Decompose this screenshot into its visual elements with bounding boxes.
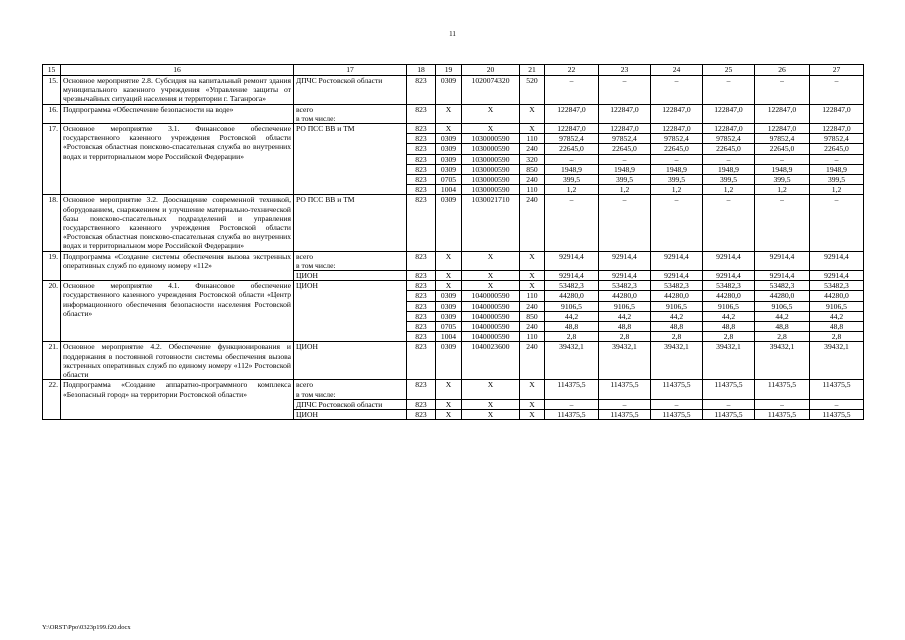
row-description: Основное мероприятие 3.2. Дооснащение современной техникой, оборудованием, снаряжением и улучшение материально-технической базы поисково-спасательных подразделений и управления государственного казенного учреждения Ростовской области «Ростовская областная поисково-спасательная служба во внутренних водах и территориальном море Российской Федерации» xyxy=(61,195,294,251)
value-cell: 92914,4 xyxy=(651,271,703,281)
vr-cell: 320 xyxy=(520,154,545,164)
grbs-cell: 823 xyxy=(407,342,436,380)
value-cell: 97852,4 xyxy=(651,134,703,144)
grbs-cell: 823 xyxy=(407,332,436,342)
csr-cell: X xyxy=(462,124,520,134)
value-cell: 9106,5 xyxy=(545,301,599,311)
csr-cell: X xyxy=(462,251,520,270)
table-row xyxy=(43,195,864,251)
value-cell: 1948,9 xyxy=(703,164,755,174)
grbs-cell: 823 xyxy=(407,185,436,195)
value-cell: 92914,4 xyxy=(599,271,651,281)
value-cell: 1,2 xyxy=(755,185,810,195)
csr-cell: 1040000590 xyxy=(462,301,520,311)
value-cell: – xyxy=(599,399,651,409)
value-cell: 48,8 xyxy=(545,322,599,332)
value-cell: 122847,0 xyxy=(545,124,599,134)
value-cell: 44,2 xyxy=(755,311,810,321)
value-cell: – xyxy=(651,195,703,251)
value-cell: 122847,0 xyxy=(651,104,703,123)
value-cell: 9106,5 xyxy=(810,301,864,311)
row-description: Подпрограмма «Обеспечение безопасности на воде» xyxy=(61,104,294,123)
value-cell: 53482,3 xyxy=(651,281,703,291)
csr-cell: 1030000590 xyxy=(462,134,520,144)
value-cell: 92914,4 xyxy=(545,251,599,270)
value-cell: 2,8 xyxy=(599,332,651,342)
header-cell: 26 xyxy=(755,65,810,76)
value-cell: 97852,4 xyxy=(599,134,651,144)
value-cell: 122847,0 xyxy=(651,124,703,134)
rzpr-cell: 0309 xyxy=(436,342,462,380)
grbs-cell: 823 xyxy=(407,144,436,154)
value-cell: 114375,5 xyxy=(810,409,864,419)
value-cell: – xyxy=(755,195,810,251)
header-cell: 27 xyxy=(810,65,864,76)
value-cell: 1948,9 xyxy=(599,164,651,174)
vr-cell: X xyxy=(520,124,545,134)
vr-cell: X xyxy=(520,409,545,419)
header-cell: 16 xyxy=(61,65,294,76)
row-executor: РО ПСС ВВ и ТМ xyxy=(294,124,407,195)
executor-including: в том числе: xyxy=(296,389,336,399)
grbs-cell: 823 xyxy=(407,154,436,164)
value-cell: 2,8 xyxy=(755,332,810,342)
grbs-cell: 823 xyxy=(407,251,436,270)
table-row xyxy=(43,124,864,134)
table-row xyxy=(43,281,864,291)
value-cell: 114375,5 xyxy=(703,380,755,399)
vr-cell: 110 xyxy=(520,332,545,342)
csr-cell: 1030000590 xyxy=(462,164,520,174)
vr-cell: X xyxy=(520,251,545,270)
value-cell: 22645,0 xyxy=(755,144,810,154)
value-cell: 122847,0 xyxy=(599,104,651,123)
value-cell: 48,8 xyxy=(810,322,864,332)
vr-cell: 240 xyxy=(520,342,545,380)
value-cell: – xyxy=(703,76,755,105)
header-cell: 25 xyxy=(703,65,755,76)
value-cell: 97852,4 xyxy=(810,134,864,144)
value-cell: 122847,0 xyxy=(599,124,651,134)
vr-cell: X xyxy=(520,104,545,123)
value-cell: – xyxy=(651,399,703,409)
value-cell: – xyxy=(651,76,703,105)
value-cell: 39432,1 xyxy=(755,342,810,380)
row-number: 21. xyxy=(43,342,61,380)
executor-total: всего xyxy=(296,380,314,390)
value-cell: 53482,3 xyxy=(545,281,599,291)
table-row xyxy=(43,380,864,399)
row-executor: РО ПСС ВВ и ТМ xyxy=(294,195,407,251)
grbs-cell: 823 xyxy=(407,311,436,321)
value-cell: 1948,9 xyxy=(810,164,864,174)
csr-cell: X xyxy=(462,104,520,123)
row-number: 15. xyxy=(43,76,61,105)
csr-cell: 1030000590 xyxy=(462,154,520,164)
value-cell: 44280,0 xyxy=(651,291,703,301)
value-cell: – xyxy=(810,195,864,251)
grbs-cell: 823 xyxy=(407,409,436,419)
value-cell: 122847,0 xyxy=(545,104,599,123)
header-cell: 24 xyxy=(651,65,703,76)
value-cell: 399,5 xyxy=(599,175,651,185)
row-number: 22. xyxy=(43,380,61,420)
value-cell: 1948,9 xyxy=(651,164,703,174)
rzpr-cell: 0309 xyxy=(436,291,462,301)
csr-cell: X xyxy=(462,380,520,399)
row-number: 19. xyxy=(43,251,61,281)
value-cell: 399,5 xyxy=(651,175,703,185)
table-row xyxy=(43,104,864,123)
rzpr-cell: 1004 xyxy=(436,332,462,342)
row-description: Основное мероприятие 4.2. Обеспечение функционирования и поддержания в постоянной готовности системы обеспечения вызова экстренных оперативных служб по единому номеру «112» Ростовской области xyxy=(61,342,294,380)
value-cell: 22645,0 xyxy=(703,144,755,154)
value-cell: 39432,1 xyxy=(599,342,651,380)
csr-cell: X xyxy=(462,271,520,281)
value-cell: 399,5 xyxy=(810,175,864,185)
value-cell: – xyxy=(545,154,599,164)
executor-including: в том числе: xyxy=(296,260,336,270)
value-cell: 44280,0 xyxy=(599,291,651,301)
value-cell: 2,8 xyxy=(651,332,703,342)
csr-cell: 1030000590 xyxy=(462,175,520,185)
row-executor: ДПЧС Ростовской области xyxy=(294,399,407,409)
value-cell: 97852,4 xyxy=(545,134,599,144)
value-cell: 399,5 xyxy=(545,175,599,185)
grbs-cell: 823 xyxy=(407,281,436,291)
value-cell: 44280,0 xyxy=(810,291,864,301)
value-cell: 48,8 xyxy=(703,322,755,332)
header-cell: 22 xyxy=(545,65,599,76)
row-executor: ЦИОН xyxy=(294,409,407,419)
vr-cell: 240 xyxy=(520,195,545,251)
csr-cell: 1040000590 xyxy=(462,322,520,332)
csr-cell: 1040023600 xyxy=(462,342,520,380)
row-executor: ЦИОН xyxy=(294,342,407,380)
value-cell: 114375,5 xyxy=(599,380,651,399)
value-cell: 122847,0 xyxy=(755,124,810,134)
page-number: 11 xyxy=(449,30,456,38)
csr-cell: 1040000590 xyxy=(462,311,520,321)
row-description: Подпрограмма «Создание системы обеспечения вызова экстренных оперативных служб по единому номеру «112» xyxy=(61,251,294,281)
value-cell: 53482,3 xyxy=(703,281,755,291)
value-cell: 122847,0 xyxy=(755,104,810,123)
value-cell: 9106,5 xyxy=(755,301,810,311)
csr-cell: 1040000590 xyxy=(462,291,520,301)
grbs-cell: 823 xyxy=(407,380,436,399)
value-cell: 53482,3 xyxy=(599,281,651,291)
header-cell: 17 xyxy=(294,65,407,76)
value-cell: – xyxy=(599,154,651,164)
vr-cell: 850 xyxy=(520,164,545,174)
value-cell: – xyxy=(599,195,651,251)
value-cell: 114375,5 xyxy=(599,409,651,419)
row-description: Основное мероприятие 2.8. Субсидия на капитальный ремонт здания муниципального казенного учреждения «Управление защиты от чрезвычайных ситуаций населения и территории г. Таганрога» xyxy=(61,76,294,105)
value-cell: 1,2 xyxy=(651,185,703,195)
rzpr-cell: X xyxy=(436,281,462,291)
value-cell: 22645,0 xyxy=(651,144,703,154)
vr-cell: 240 xyxy=(520,175,545,185)
value-cell: 114375,5 xyxy=(545,380,599,399)
value-cell: – xyxy=(545,195,599,251)
value-cell: – xyxy=(703,154,755,164)
header-cell: 20 xyxy=(462,65,520,76)
value-cell: 39432,1 xyxy=(545,342,599,380)
value-cell: 92914,4 xyxy=(755,251,810,270)
value-cell: 1,2 xyxy=(810,185,864,195)
rzpr-cell: X xyxy=(436,124,462,134)
value-cell: 122847,0 xyxy=(703,104,755,123)
vr-cell: X xyxy=(520,281,545,291)
value-cell: 9106,5 xyxy=(599,301,651,311)
vr-cell: X xyxy=(520,380,545,399)
row-number: 20. xyxy=(43,281,61,342)
rzpr-cell: X xyxy=(436,409,462,419)
vr-cell: 240 xyxy=(520,144,545,154)
value-cell: 22645,0 xyxy=(599,144,651,154)
value-cell: 22645,0 xyxy=(810,144,864,154)
row-number: 18. xyxy=(43,195,61,251)
executor-total: всего xyxy=(296,251,314,261)
value-cell: 114375,5 xyxy=(703,409,755,419)
header-cell: 15 xyxy=(43,65,61,76)
grbs-cell: 823 xyxy=(407,322,436,332)
rzpr-cell: 0705 xyxy=(436,322,462,332)
value-cell: 48,8 xyxy=(599,322,651,332)
value-cell: – xyxy=(651,154,703,164)
grbs-cell: 823 xyxy=(407,271,436,281)
row-executor: ЦИОН xyxy=(294,271,407,281)
value-cell: 22645,0 xyxy=(545,144,599,154)
value-cell: 114375,5 xyxy=(651,409,703,419)
value-cell: 1,2 xyxy=(703,185,755,195)
grbs-cell: 823 xyxy=(407,291,436,301)
file-path-footer: Y:\ORST\Ppo\0323p199.f20.docx xyxy=(42,624,131,631)
value-cell: 92914,4 xyxy=(599,251,651,270)
value-cell: 122847,0 xyxy=(810,104,864,123)
value-cell: 1948,9 xyxy=(545,164,599,174)
row-executor xyxy=(294,251,407,270)
grbs-cell: 823 xyxy=(407,134,436,144)
csr-cell: 1020074320 xyxy=(462,76,520,105)
value-cell: – xyxy=(599,76,651,105)
csr-cell: 1030021710 xyxy=(462,195,520,251)
vr-cell: X xyxy=(520,271,545,281)
value-cell: 92914,4 xyxy=(810,251,864,270)
value-cell: 44280,0 xyxy=(755,291,810,301)
value-cell: 53482,3 xyxy=(810,281,864,291)
value-cell: 122847,0 xyxy=(703,124,755,134)
rzpr-cell: 0309 xyxy=(436,164,462,174)
value-cell: 92914,4 xyxy=(651,251,703,270)
value-cell: 114375,5 xyxy=(651,380,703,399)
rzpr-cell: X xyxy=(436,104,462,123)
rzpr-cell: 0309 xyxy=(436,195,462,251)
value-cell: 48,8 xyxy=(755,322,810,332)
value-cell: 9106,5 xyxy=(703,301,755,311)
value-cell: 114375,5 xyxy=(545,409,599,419)
vr-cell: X xyxy=(520,399,545,409)
grbs-cell: 823 xyxy=(407,399,436,409)
header-row xyxy=(43,65,864,76)
table-row xyxy=(43,251,864,270)
value-cell: – xyxy=(755,399,810,409)
grbs-cell: 823 xyxy=(407,124,436,134)
value-cell: 39432,1 xyxy=(703,342,755,380)
value-cell: – xyxy=(545,399,599,409)
value-cell: 92914,4 xyxy=(755,271,810,281)
rzpr-cell: X xyxy=(436,271,462,281)
value-cell: – xyxy=(545,76,599,105)
rzpr-cell: 0309 xyxy=(436,134,462,144)
header-cell: 21 xyxy=(520,65,545,76)
header-cell: 18 xyxy=(407,65,436,76)
row-executor: ЦИОН xyxy=(294,281,407,342)
row-executor: ДПЧС Ростовской области xyxy=(294,76,407,105)
value-cell: 44,2 xyxy=(599,311,651,321)
value-cell: – xyxy=(810,399,864,409)
grbs-cell: 823 xyxy=(407,195,436,251)
rzpr-cell: 1004 xyxy=(436,185,462,195)
value-cell: 114375,5 xyxy=(755,409,810,419)
table-row xyxy=(43,76,864,105)
value-cell: 44,2 xyxy=(810,311,864,321)
value-cell: 44280,0 xyxy=(545,291,599,301)
header-cell: 23 xyxy=(599,65,651,76)
row-description: Основное мероприятие 3.1. Финансовое обеспечение государственного казенного учреждения Ростовской области «Ростовская областная поисково-спасательная служба во внутренних водах и территориальном море Российской Федерации» xyxy=(61,124,294,195)
value-cell: – xyxy=(703,195,755,251)
value-cell: 44,2 xyxy=(703,311,755,321)
value-cell: – xyxy=(810,76,864,105)
vr-cell: 110 xyxy=(520,185,545,195)
value-cell: 44280,0 xyxy=(703,291,755,301)
grbs-cell: 823 xyxy=(407,175,436,185)
value-cell: 39432,1 xyxy=(810,342,864,380)
value-cell: 97852,4 xyxy=(703,134,755,144)
grbs-cell: 823 xyxy=(407,76,436,105)
row-executor xyxy=(294,104,407,123)
csr-cell: 1040000590 xyxy=(462,332,520,342)
header-cell: 19 xyxy=(436,65,462,76)
grbs-cell: 823 xyxy=(407,104,436,123)
csr-cell: 1030000590 xyxy=(462,144,520,154)
value-cell: 1948,9 xyxy=(755,164,810,174)
value-cell: 9106,5 xyxy=(651,301,703,311)
vr-cell: 110 xyxy=(520,291,545,301)
value-cell: 399,5 xyxy=(755,175,810,185)
executor-total: всего xyxy=(296,104,314,114)
value-cell: 114375,5 xyxy=(810,380,864,399)
vr-cell: 850 xyxy=(520,311,545,321)
grbs-cell: 823 xyxy=(407,164,436,174)
vr-cell: 520 xyxy=(520,76,545,105)
value-cell: 53482,3 xyxy=(755,281,810,291)
value-cell: 2,8 xyxy=(810,332,864,342)
value-cell: 122847,0 xyxy=(810,124,864,134)
value-cell: 92914,4 xyxy=(810,271,864,281)
csr-cell: X xyxy=(462,409,520,419)
value-cell: 114375,5 xyxy=(755,380,810,399)
rzpr-cell: 0309 xyxy=(436,76,462,105)
value-cell: 399,5 xyxy=(703,175,755,185)
rzpr-cell: X xyxy=(436,380,462,399)
rzpr-cell: 0309 xyxy=(436,144,462,154)
value-cell: – xyxy=(755,154,810,164)
rzpr-cell: X xyxy=(436,251,462,270)
value-cell: – xyxy=(810,154,864,164)
value-cell: 1,2 xyxy=(545,185,599,195)
executor-including: в том числе: xyxy=(296,113,336,123)
value-cell: 92914,4 xyxy=(703,251,755,270)
value-cell: 39432,1 xyxy=(651,342,703,380)
row-executor xyxy=(294,380,407,399)
csr-cell: X xyxy=(462,281,520,291)
rzpr-cell: 0309 xyxy=(436,154,462,164)
row-description: Подпрограмма «Создание аппаратно-программного комплекса «Безопасный город» на территории Ростовской области» xyxy=(61,380,294,420)
vr-cell: 240 xyxy=(520,322,545,332)
rzpr-cell: 0705 xyxy=(436,175,462,185)
value-cell: 1,2 xyxy=(599,185,651,195)
value-cell: 92914,4 xyxy=(703,271,755,281)
row-number: 16. xyxy=(43,104,61,123)
row-description: Основное мероприятие 4.1. Финансовое обеспечение государственного казенного учреждения Ростовской области «Центр информационного обеспечения безопасности населения Ростовской области» xyxy=(61,281,294,342)
rzpr-cell: X xyxy=(436,399,462,409)
value-cell: – xyxy=(703,399,755,409)
vr-cell: 110 xyxy=(520,134,545,144)
value-cell: 2,8 xyxy=(703,332,755,342)
value-cell: – xyxy=(755,76,810,105)
value-cell: 44,2 xyxy=(545,311,599,321)
rzpr-cell: 0309 xyxy=(436,301,462,311)
budget-table xyxy=(42,64,864,420)
value-cell: 97852,4 xyxy=(755,134,810,144)
csr-cell: X xyxy=(462,399,520,409)
grbs-cell: 823 xyxy=(407,301,436,311)
value-cell: 2,8 xyxy=(545,332,599,342)
rzpr-cell: 0309 xyxy=(436,311,462,321)
table-row xyxy=(43,342,864,380)
vr-cell: 240 xyxy=(520,301,545,311)
value-cell: 48,8 xyxy=(651,322,703,332)
row-number: 17. xyxy=(43,124,61,195)
csr-cell: 1030000590 xyxy=(462,185,520,195)
value-cell: 92914,4 xyxy=(545,271,599,281)
value-cell: 44,2 xyxy=(651,311,703,321)
